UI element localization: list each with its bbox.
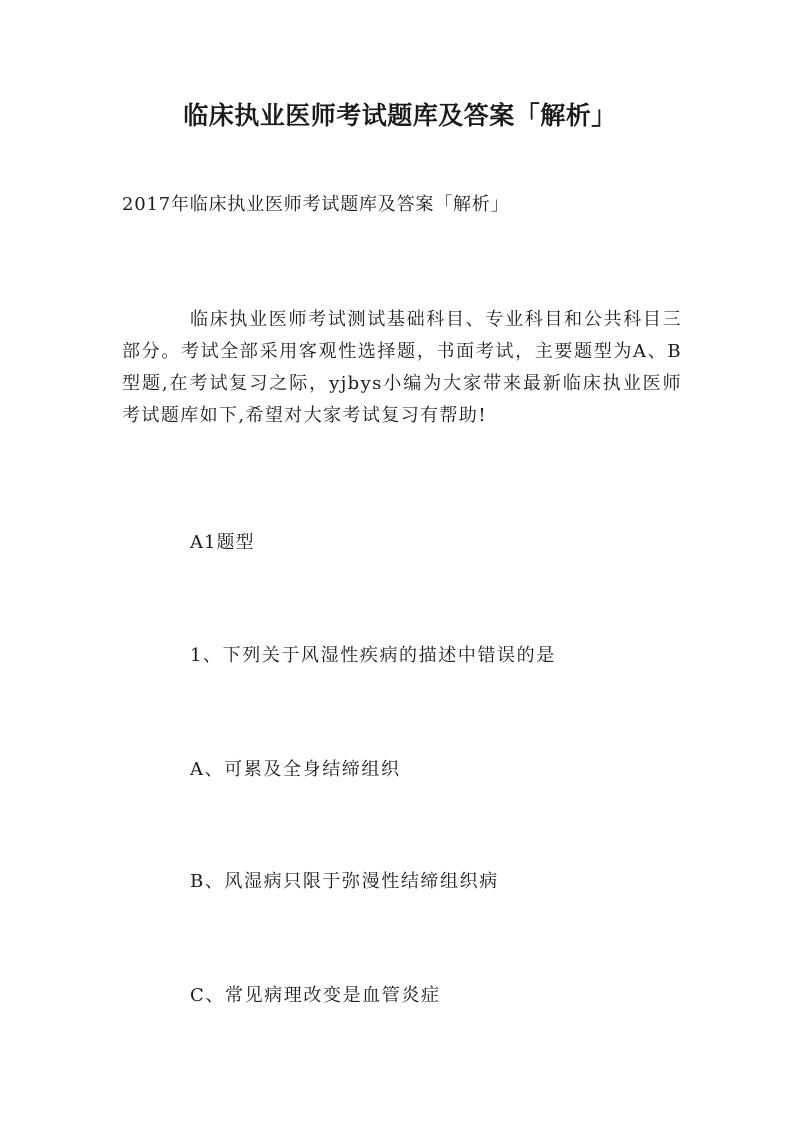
question-stem: 1、下列关于风湿性疾病的描述中错误的是 bbox=[190, 645, 556, 666]
answer-option-a: A、可累及全身结缔组织 bbox=[190, 759, 401, 780]
section-label: A1题型 bbox=[190, 532, 255, 553]
document-title: 临床执业医师考试题库及答案「解析」 bbox=[183, 101, 617, 130]
answer-option-c: C、常见病理改变是血管炎症 bbox=[190, 985, 441, 1006]
document-subtitle: 2017年临床执业医师考试题库及答案「解析」 bbox=[122, 194, 510, 215]
intro-paragraph: 临床执业医师考试测试基础科目、专业科目和公共科目三部分。考试全部采用客观性选择题，书面考试，主要题型为A、B型题,在考试复习之际，yjbys小编为大家带来最新临床执业医师考试题库如下,希望对大家考试复习有帮助! bbox=[122, 309, 682, 426]
answer-option-b: B、风湿病只限于弥漫性结缔组织病 bbox=[190, 871, 499, 892]
